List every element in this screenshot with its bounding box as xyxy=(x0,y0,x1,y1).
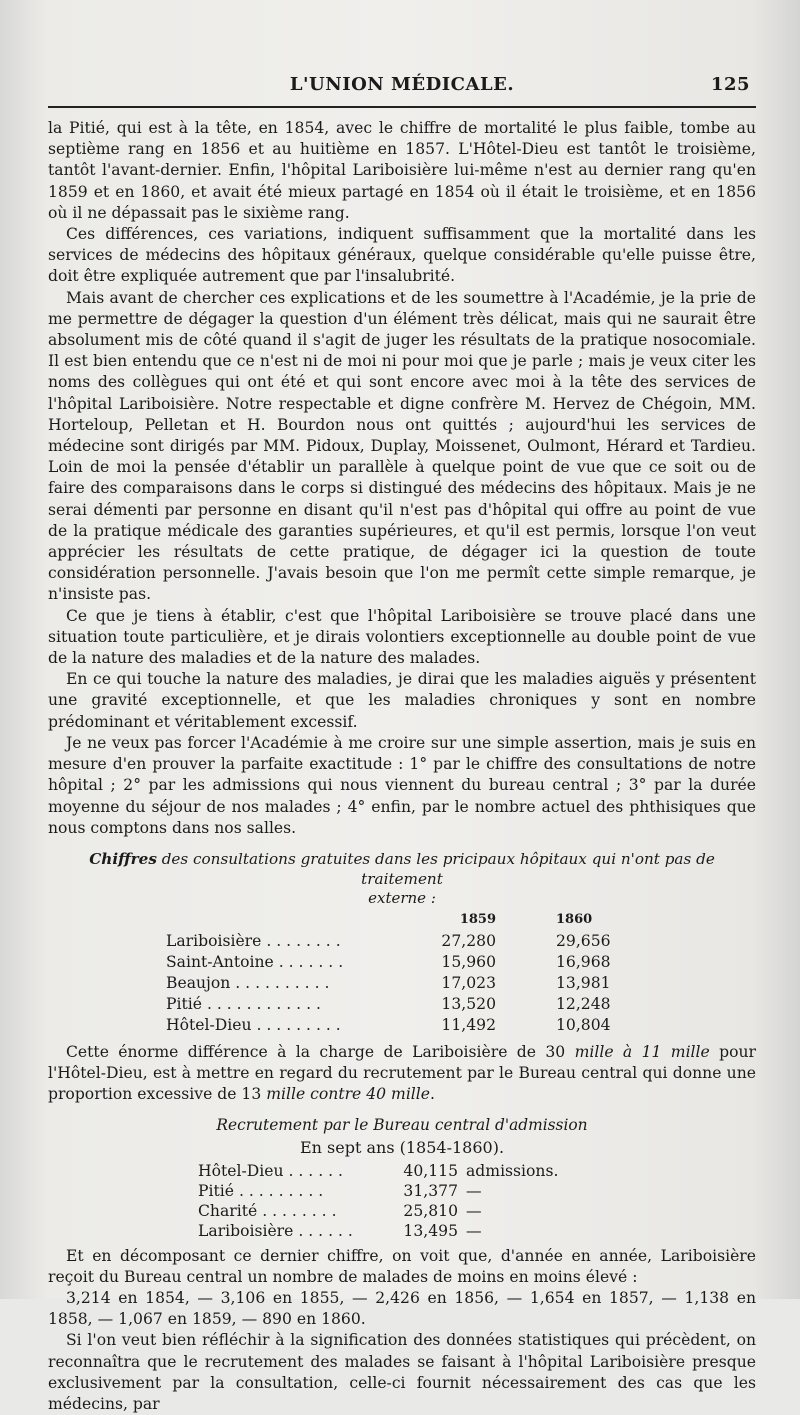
admissions-unit: admissions. xyxy=(466,1161,559,1180)
body-text-end xyxy=(48,1246,756,1415)
year-1860-header: 1860 xyxy=(556,912,593,928)
hospital-cell: Pitié . . . . . . . . . . . . xyxy=(166,994,321,1013)
hospital-cell: Saint-Antoine . . . . . . . xyxy=(166,952,344,971)
table-row xyxy=(166,950,676,971)
year-1859-header: 1859 xyxy=(459,912,496,928)
value-1859: 17,023 xyxy=(441,973,496,992)
header-rule xyxy=(48,106,756,108)
hospital-cell: Pitié . . . . . . . . . xyxy=(198,1181,324,1200)
value-1860: 13,981 xyxy=(556,973,611,992)
recrutement-subtitle: En sept ans (1854-1860). xyxy=(299,1137,505,1157)
table-row xyxy=(198,1200,586,1220)
table-header-row xyxy=(166,911,676,929)
consultations-table xyxy=(166,911,676,1034)
paragraph: Ce que je tiens à établir, c'est que l'hôpital Lariboisière se trouve placé dans une situation toute particulière, et je dirais volontiers exceptionnelle au double point de vue de la nature des maladies et de la nature des malades. xyxy=(48,606,756,668)
table-row xyxy=(166,992,676,1013)
hospital-cell: Charité . . . . . . . . xyxy=(198,1201,337,1220)
consultations-title-line2: externe : xyxy=(368,888,436,907)
body-text xyxy=(48,118,756,839)
paragraph: Mais avant de chercher ces explications et de les soumettre à l'Académie, je la prie de me permettre de dégager la question d'un élément très délicat, mais qui ne saurait être absolument mis de côté quand il s'agit de juger les résultats de la pratique nosocomiale. Il est bien entendu que ce n'est ni de moi ni pour moi que je parle ; mais je veux citer les noms des collègues qui ont été et qui sont encore avec moi à la tête des services de l'hôpital Lariboisière. Notre respectable et digne confrère M. Hervez de Chégoin, MM. Horteloup, Pelletan et H. Bourdon nous ont quittés ; aujourd'hui les services de médecine sont dirigés par MM. Pidoux, Duplay, Moissenet, Oulmont, Hérard et Tardieu. Loin de moi la pensée d'établir un parallèle à quelque point de vue que ce soit ou de faire des comparaisons dans le corps si distingué des médecins des hôpitaux. Mais je ne serai démenti par personne en disant qu'il n'est pas d'hôpital qui offre au point de vue de la pratique médicale des garanties supérieures, et qu'il est permis, lorsque l'on veut apprécier les résultats de cette pratique, de dégager ici la question de toute considération personnelle. J'avais besoin que l'on me permît cette simple remarque, je n'insiste pas. xyxy=(48,288,756,604)
value-1859: 15,960 xyxy=(441,952,496,971)
admissions-value: 31,377 xyxy=(403,1181,458,1200)
paragraph: la Pitié, qui est à la tête, en 1854, avec le chiffre de mortalité le plus faible, tombe au septième rang en 1856 et au huitième en 1857. L'Hôtel-Dieu est tantôt le troisième, tantôt l'avant-dernier. Enfin, l'hôpital Lariboisière lui-même n'est au dernier rang qu'en 1859 et en 1860, et avait été mieux partagé en 1854 où il était le troisième, et en 1856 où il ne dépassait pas le sixième rang. xyxy=(48,119,756,222)
consultations-title-first: Chiffres xyxy=(89,849,157,868)
body-text-middle xyxy=(48,1042,756,1106)
paragraph: Je ne veux pas forcer l'Académie à me croire sur une simple assertion, mais je suis en mesure d'en prouver la parfaite exactitude : 1° par le chiffre des consultations de notre hôpital ; 2° par les admissions qui nous viennent du bureau central ; 3° par la durée moyenne du séjour de nos malades ; 4° enfin, par le nombre actuel des phthisiques que nous comptons dans nos salles. xyxy=(48,733,756,837)
value-1860: 12,248 xyxy=(556,994,611,1013)
recrutement-table xyxy=(198,1160,586,1240)
table-row xyxy=(166,971,676,992)
page-number: 125 xyxy=(710,74,750,95)
consultations-title-rest: des consultations gratuites dans les pricipaux hôpitaux qui n'ont pas de traitement xyxy=(156,849,715,888)
value-1859: 11,492 xyxy=(441,1015,496,1034)
table-row xyxy=(198,1180,586,1200)
paragraph: Ces différences, ces variations, indiquent suffisamment que la mortalité dans les services de médecins des hôpitaux généraux, quelque considérable qu'elle puisse être, doit être expliquée autrement que par l'insalubrité. xyxy=(48,225,756,286)
consultations-table-title xyxy=(48,849,756,889)
value-1860: 16,968 xyxy=(556,952,611,971)
header-blank xyxy=(166,911,376,929)
hospital-cell: Lariboisière . . . . . . xyxy=(198,1221,353,1240)
table-row xyxy=(166,929,676,950)
admissions-unit: — xyxy=(466,1221,482,1240)
value-1860: 29,656 xyxy=(556,931,611,950)
admissions-value: 13,495 xyxy=(403,1221,458,1240)
admissions-value: 25,810 xyxy=(403,1201,458,1220)
table-row xyxy=(198,1220,586,1240)
hospital-cell: Hôtel-Dieu . . . . . . xyxy=(198,1161,343,1180)
hospital-cell: Hôtel-Dieu . . . . . . . . . xyxy=(166,1015,341,1034)
paragraph: Cette énorme différence à la charge de Lariboisière de 30 mille à 11 mille pour l'Hôtel-Dieu, est à mettre en regard du recrutement par le Bureau central qui donne une proportion excessive de 13 mille contre 40 mille. xyxy=(48,1042,756,1104)
value-1859: 27,280 xyxy=(441,931,496,950)
value-1860: 10,804 xyxy=(556,1015,611,1034)
table-row xyxy=(198,1160,586,1180)
paragraph: Et en décomposant ce dernier chiffre, on voit que, d'année en année, Lariboisière reçoit du Bureau central un nombre de malades de moins en moins élevé : xyxy=(48,1246,756,1286)
running-head xyxy=(48,74,756,102)
admissions-value: 40,115 xyxy=(403,1161,458,1180)
admissions-unit: — xyxy=(466,1181,482,1200)
paragraph: 3,214 en 1854, — 3,106 en 1855, — 2,426 en 1856, — 1,654 en 1857, — 1,138 en 1858, — 1,067 en 1859, — 890 en 1860. xyxy=(48,1288,756,1329)
hospital-cell: Lariboisière . . . . . . . . xyxy=(166,931,341,950)
value-1859: 13,520 xyxy=(441,994,496,1013)
paragraph: En ce qui touche la nature des maladies, je dirai que les maladies aiguës y présentent une gravité exceptionnelle, et que les maladies chroniques y sont en nombre prédominant et véritablement excessif. xyxy=(48,670,756,731)
journal-title: L'UNION MÉDICALE. xyxy=(289,74,515,95)
paragraph: Si l'on veut bien réfléchir à la signification des données statistiques qui précèdent, on reconnaîtra que le recrutement des malades se faisant à l'hôpital Lariboisière presque exclusivement par la consultation, celle-ci fournit nécessairement des cas que les médecins, par xyxy=(48,1331,756,1413)
table-row xyxy=(166,1013,676,1034)
admissions-unit: — xyxy=(466,1201,482,1220)
hospital-cell: Beaujon . . . . . . . . . . xyxy=(166,973,330,992)
recrutement-title: Recrutement par le Bureau central d'admission xyxy=(216,1115,588,1134)
